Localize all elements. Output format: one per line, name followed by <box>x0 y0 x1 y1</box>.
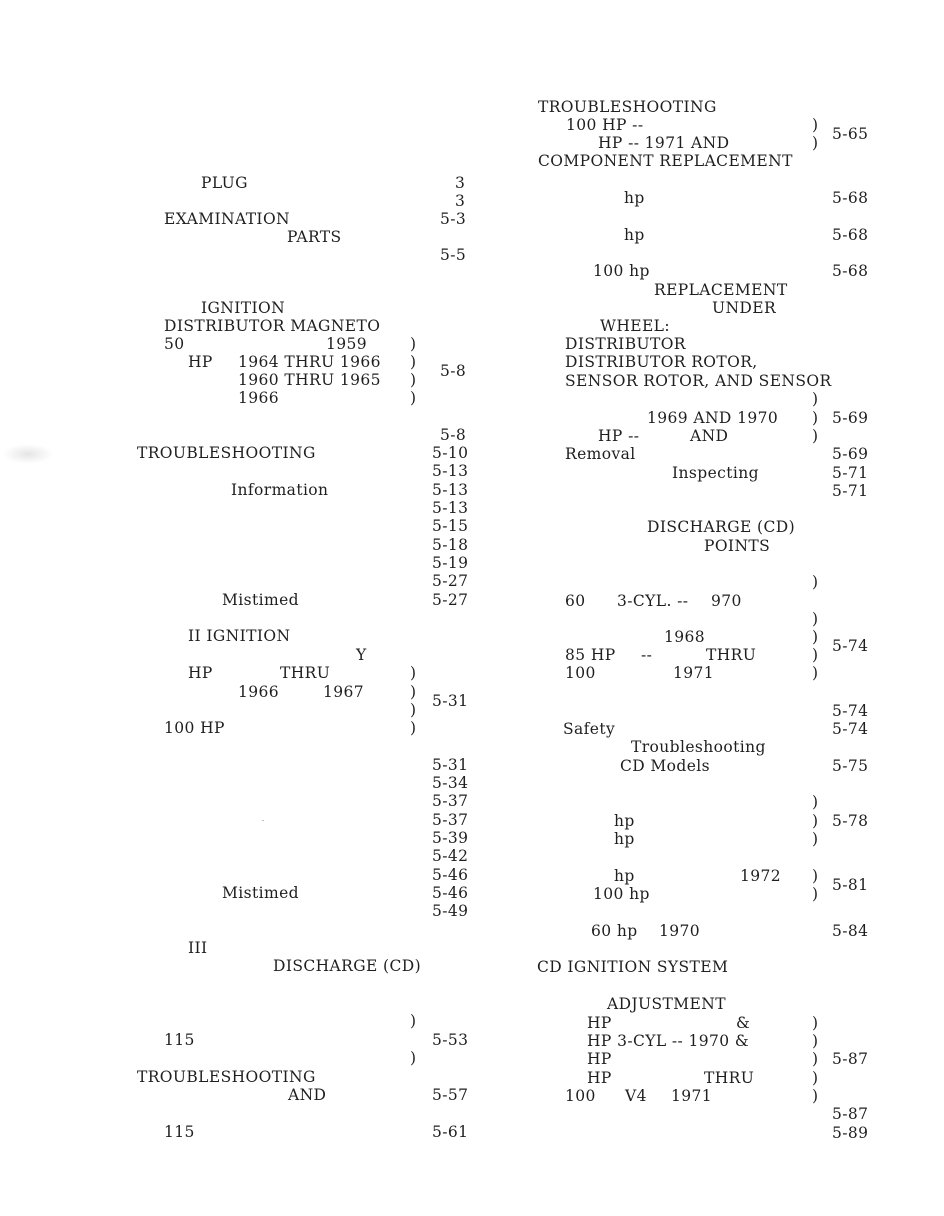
toc-entry: HP <box>587 1069 612 1087</box>
toc-page: 5-61 <box>432 1123 469 1141</box>
toc-entry: DISTRIBUTOR <box>565 335 686 353</box>
toc-entry: AND <box>690 427 729 445</box>
bracket: ) <box>410 664 417 682</box>
toc-entry: TROUBLESHOOTING <box>137 444 316 462</box>
toc-entry: 85 HP <box>565 646 616 664</box>
toc-entry: HP 3-CYL -- 1970 & <box>587 1032 750 1050</box>
toc-page: 5-84 <box>832 922 869 940</box>
bracket: ) <box>812 1069 819 1087</box>
scan-smudge <box>2 444 54 464</box>
toc-page: 5-74 <box>832 637 869 655</box>
toc-entry: III <box>188 939 208 957</box>
toc-page: 5-71 <box>832 482 869 500</box>
toc-entry: II IGNITION <box>188 627 291 645</box>
toc-entry: WHEEL: <box>600 317 670 335</box>
bracket: ) <box>812 812 819 830</box>
toc-page: 5-13 <box>432 481 469 499</box>
toc-page: 5-42 <box>432 847 469 865</box>
toc-entry: 1966 <box>238 683 280 701</box>
toc-entry: COMPONENT REPLACEMENT <box>538 152 793 170</box>
toc-entry: HP <box>188 664 213 682</box>
toc-entry: Inspecting <box>672 464 759 482</box>
toc-entry: PLUG <box>201 174 248 192</box>
toc-page: 5-18 <box>432 536 469 554</box>
toc-entry: CD Models <box>620 757 711 775</box>
toc-entry: Troubleshooting <box>631 738 766 756</box>
toc-entry: PARTS <box>287 228 342 246</box>
toc-entry: 115 <box>164 1031 195 1049</box>
bracket: ) <box>812 409 819 427</box>
scan-speck <box>262 820 264 821</box>
bracket: ) <box>410 353 417 371</box>
toc-page: 5-37 <box>432 792 469 810</box>
toc-entry: 60 hp <box>591 922 638 940</box>
toc-entry: hp <box>624 189 645 207</box>
bracket: ) <box>812 664 819 682</box>
toc-entry: 100 <box>565 664 596 682</box>
toc-page: 5-71 <box>832 464 869 482</box>
toc-entry: DISTRIBUTOR MAGNETO <box>164 317 381 335</box>
toc-page: 5-49 <box>432 902 469 920</box>
toc-entry: POINTS <box>704 537 771 555</box>
toc-page: 5-13 <box>432 499 469 517</box>
toc-page: 5-75 <box>832 757 869 775</box>
toc-entry: 1969 AND 1970 <box>647 409 779 427</box>
toc-page: 5-78 <box>832 812 869 830</box>
toc-entry: hp <box>614 830 635 848</box>
toc-page: 5-10 <box>432 444 469 462</box>
toc-page: 3 <box>455 174 466 192</box>
toc-entry: 1968 <box>664 628 706 646</box>
toc-entry: AND <box>288 1086 327 1104</box>
toc-entry: 100 HP -- <box>566 116 644 134</box>
bracket: ) <box>410 389 417 407</box>
toc-page: 5-68 <box>832 226 869 244</box>
toc-page: 5-8 <box>440 426 467 444</box>
toc-entry: IGNITION <box>201 299 286 317</box>
toc-page: 5-46 <box>432 884 469 902</box>
bracket: ) <box>812 1050 819 1068</box>
toc-entry: EXAMINATION <box>164 210 291 228</box>
toc-entry: 1971 <box>673 664 715 682</box>
toc-entry: 100 HP <box>164 719 225 737</box>
toc-page: 5-74 <box>832 702 869 720</box>
toc-entry: 1964 THRU 1966 <box>238 353 381 371</box>
toc-entry: DISCHARGE (CD) <box>273 957 422 975</box>
toc-page: 5-15 <box>432 517 469 535</box>
toc-entry: 100 <box>565 1087 596 1105</box>
toc-entry: 1966 <box>238 389 280 407</box>
toc-entry: 1970 <box>659 922 701 940</box>
bracket: ) <box>410 335 417 353</box>
bracket: ) <box>812 390 819 408</box>
toc-page: 5-5 <box>440 246 467 264</box>
toc-entry: UNDER <box>712 299 777 317</box>
toc-entry: 1967 <box>323 683 365 701</box>
toc-entry: REPLACEMENT <box>654 281 788 299</box>
toc-entry: Removal <box>565 445 636 463</box>
toc-page: 5-34 <box>432 774 469 792</box>
toc-entry: 115 <box>164 1123 195 1141</box>
toc-entry: Y <box>356 646 367 664</box>
bracket: ) <box>812 885 819 903</box>
bracket: ) <box>410 701 417 719</box>
toc-entry: HP <box>587 1050 612 1068</box>
toc-entry: 1960 THRU 1965 <box>238 371 381 389</box>
bracket: ) <box>812 830 819 848</box>
toc-entry: HP -- <box>598 427 640 445</box>
toc-page: 5-69 <box>832 409 869 427</box>
toc-entry: & <box>736 1014 751 1032</box>
toc-entry: THRU <box>280 664 331 682</box>
toc-entry: 970 <box>711 592 742 610</box>
bracket: ) <box>812 1014 819 1032</box>
bracket: ) <box>410 1012 417 1030</box>
toc-entry: TROUBLESHOOTING <box>137 1068 316 1086</box>
toc-entry: Safety <box>563 720 616 738</box>
toc-entry: 60 <box>565 592 586 610</box>
toc-page: 5-65 <box>832 125 869 143</box>
toc-entry: HP <box>188 353 213 371</box>
toc-entry: THRU <box>704 1069 755 1087</box>
toc-entry: hp <box>614 812 635 830</box>
toc-page: 5-68 <box>832 262 869 280</box>
toc-page: 5-57 <box>432 1086 469 1104</box>
bracket: ) <box>812 116 819 134</box>
bracket: ) <box>812 867 819 885</box>
toc-entry: V4 <box>625 1087 647 1105</box>
toc-entry: 100 hp <box>593 262 650 280</box>
bracket: ) <box>812 628 819 646</box>
bracket: ) <box>812 573 819 591</box>
toc-entry: 1972 <box>740 867 782 885</box>
toc-entry: TROUBLESHOOTING <box>538 98 717 116</box>
toc-page: 5-27 <box>432 591 469 609</box>
toc-entry: hp <box>614 867 635 885</box>
toc-entry: Information <box>231 481 329 499</box>
toc-entry: DISTRIBUTOR ROTOR, <box>565 353 758 371</box>
toc-entry: CD IGNITION SYSTEM <box>537 958 729 976</box>
bracket: ) <box>410 719 417 737</box>
toc-page: 5-31 <box>432 756 469 774</box>
bracket: ) <box>410 371 417 389</box>
toc-page: 5-81 <box>832 876 869 894</box>
toc-entry: Mistimed <box>222 884 299 902</box>
toc-page: 5-37 <box>432 811 469 829</box>
bracket: ) <box>812 1087 819 1105</box>
toc-entry: 100 hp <box>593 885 650 903</box>
toc-entry: SENSOR ROTOR, AND SENSOR <box>565 372 832 390</box>
toc-page: 5-74 <box>832 720 869 738</box>
bracket: ) <box>812 610 819 628</box>
toc-page: 5-3 <box>440 210 467 228</box>
toc-entry: HP <box>587 1014 612 1032</box>
bracket: ) <box>812 646 819 664</box>
toc-page: 5-31 <box>432 692 469 710</box>
toc-entry: -- <box>641 646 653 664</box>
toc-entry: 3-CYL. -- <box>617 592 689 610</box>
toc-page: 5-87 <box>832 1105 869 1123</box>
toc-page: 5-53 <box>432 1031 469 1049</box>
toc-entry: DISCHARGE (CD) <box>647 518 796 536</box>
toc-page: 5-68 <box>832 189 869 207</box>
bracket: ) <box>812 427 819 445</box>
toc-page: 5-8 <box>440 362 467 380</box>
bracket: ) <box>812 793 819 811</box>
toc-entry: 50 <box>164 335 185 353</box>
toc-page: 5-13 <box>432 462 469 480</box>
bracket: ) <box>410 683 417 701</box>
toc-page: 5-87 <box>832 1050 869 1068</box>
toc-page: 5-89 <box>832 1124 869 1142</box>
toc-page: 3 <box>455 192 466 210</box>
toc-page: 5-46 <box>432 866 469 884</box>
toc-entry: HP -- 1971 AND <box>598 134 730 152</box>
toc-page: 5-19 <box>432 554 469 572</box>
toc-entry: 1971 <box>671 1087 713 1105</box>
toc-page: 5-39 <box>432 829 469 847</box>
toc-entry: 1959 <box>326 335 368 353</box>
toc-page: 5-27 <box>432 572 469 590</box>
bracket: ) <box>410 1049 417 1067</box>
bracket: ) <box>812 134 819 152</box>
toc-entry: ADJUSTMENT <box>607 995 726 1013</box>
toc-entry: Mistimed <box>222 591 299 609</box>
bracket: ) <box>812 1032 819 1050</box>
toc-entry: hp <box>624 226 645 244</box>
toc-page: 5-69 <box>832 445 869 463</box>
toc-entry: THRU <box>706 646 757 664</box>
